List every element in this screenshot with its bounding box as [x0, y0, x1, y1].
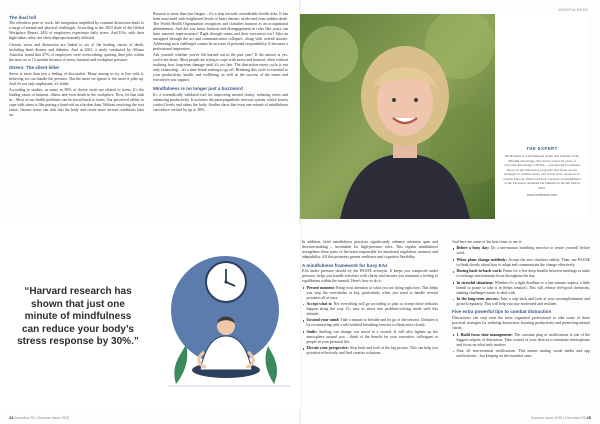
- list-item: Smile: Smiling can change our mood in a second. It will also lighten up the atmosphere around you – think of the benefit for your executive, colleagues or people in your personal life.: [302, 330, 438, 345]
- footer-right-text: Summer Issue 2025 | Executive PA: [531, 416, 586, 420]
- expert-link[interactable]: www.heidiraine.com: [526, 193, 558, 197]
- section-heading: Mindfulness is no longer just a buzzword: [153, 85, 243, 91]
- list-item: When plans change suddenly: Accept the new situation calmly. Then, use PAUSE to think clearly about how to adapt and communicate the change effectively.: [452, 258, 590, 268]
- paragraph: Distractions can stop even the most organised professional to take some of these practical strategies for reducing distraction, boosting productivity and preserving mental clarity.: [452, 316, 590, 331]
- pull-quote: “Harvard research has shown that just one minute of mindfulness can reduce your body’s stress response by 30%.”: [17, 286, 139, 348]
- section-heading: Stress: The silent killer: [9, 65, 60, 71]
- paragraph: EAs under pressure should try the PAUSE acronym. It keeps you composed under pressure, helps you handle activities with clarity and ensures you maintain a feeling of equilibrium within the turmoil. Here's how to do it:: [302, 269, 438, 284]
- section-heading: The dual toll: [9, 14, 37, 20]
- list-item: Shut off non-essential notifications. This means muting social media and app notifications – but keeping on the essential ones.: [452, 349, 590, 359]
- bullet-list: [452, 246, 590, 307]
- paragraph: And here are some of the best times to use it:: [452, 240, 523, 244]
- list-item: In the long-term success: Take a step back and look at your accomplishments and growth regularly. This will help you stay motivated and resilient.: [452, 297, 590, 307]
- list-item: Before a busy day: Do a one-minute breathing exercise to centre yourself before work.: [452, 246, 590, 256]
- list-item: Unwind your mind: Take a minute to breathe and let go of the tension. Unfasten it by reconnecting with a self-soothed breathing exercise to think more clearly.: [302, 318, 438, 328]
- paragraph: The relentless pace of work, life integration amplified by constant distraction leads to a surge of mental and physical challenges. According to the 2023 State of the Global Workplace Report, 44% of employees experience daily stress. And EAs, with their high-stakes roles, are often disproportionately affected.: [9, 21, 144, 41]
- section-heading: A mindfulness framework for busy EAs: [302, 262, 388, 268]
- paragraph: Stress is more than just a feeling of discomfort. Many among us try to live with it, believing we can handle the pressure. But the more we ignore it, the more it piles up. And it's not only unpleasant, it's lethal.: [9, 71, 144, 86]
- list-item: Accept what is: Not everything will go according to plan so accept those setbacks happen along the way. It's easy to stress into problem-solving mode with this attitude.: [302, 302, 438, 317]
- paragraph: According to studies, as many as 90% of doctor visits are related to stress. It's the leading cause of burnout, illness and even death in the workplace. Now, let that sink in... Most of our health problems can be traced back to stress. Our perceived ability to cope with stress is like putting a band-aid on a broken dam. Without resolving the root cause, chronic stress can sink into the body and create more serious conditions later on.: [9, 88, 144, 118]
- footer-left-text: Executive PA | Summer Issue 2025: [14, 416, 69, 420]
- bullet-list: [452, 333, 590, 359]
- running-head: MINDFULNESS: [558, 8, 588, 12]
- paragraph: Chronic stress and distraction are linked to six of the leading causes of death, including heart disease and diabetes. And in 2021, a study conducted by Allianz Australia found that 47% of employees were overworking, quitting their jobs within the next six to 12 months because of stress, burnout and workplace pressure.: [9, 42, 144, 62]
- paragraph: Ask yourself whether you've felt burned out in the past year? If the answer is yes, you're not alone. Most people are trying to cope with stress and burnout, often without realising how long-term damage until it's too late. The distraction-stress cycle is not only exhausting – it's a time bomb waiting to go off. Breaking this cycle is essential to your productivity, health, and wellbeing, as well as the success of the teams and executives you support.: [153, 53, 288, 83]
- list-item: Present moment: Bring your attention to what you are doing right now. This helps you stop the overwhelm at bay, particularly when you need to handle several priorities all at once.: [302, 286, 438, 301]
- article-column-1: [9, 12, 144, 184]
- paragraph: It's a scientifically validated tool for improving mental clarity, reducing stress and enhancing productivity. It activates the parasympathetic nervous system, which lowers cortisol levels and calms the body. Studies show that even one minute of mindfulness can reduce cortisol by up to 30%.: [153, 92, 288, 112]
- paragraph: Burnout is more than just fatigue – it's a step towards considerable health risks. It has been associated with heightened levels of heart disease, stroke and even sudden death. The World Health Organization recognises and classifies burnout as an occupational phenomenon. And did you know burnout and disengagement in roles like yours can have massive repercussions? Right through teams and their executives too? Take an uncapped through the art and communication collapses, along with overall morale. Addressing such challenges cannot be an issue of personal responsibility. It becomes a professional imperative.: [153, 12, 288, 51]
- list-item: In stressful situations: Whether it's a tight deadline or a last-minute request, a little breath to pause to take it in (helps tension). This will release feel-good chemicals, making challenges easier to deal with.: [452, 281, 590, 296]
- expert-sidebar: [496, 14, 588, 219]
- article-column-3: [302, 240, 438, 412]
- section-heading: Five extra powerful tips to combat distraction: [452, 309, 552, 315]
- paragraph: In addition, brief mindfulness practices significantly enhance attention span and decision-making – invaluable for high-pressure roles. This regular mindfulness strengthens those parts of the brain responsible for emotional regulation, memory and adaptability. All this promotes greater resilience and cognitive flexibility.: [302, 240, 438, 259]
- page-number-left: 24: [9, 415, 14, 420]
- article-column-4: [452, 240, 590, 412]
- page-number-right: 25: [586, 415, 591, 420]
- expert-bio: Heidi Raine is a mindfulness leader and founder of the Mindful Advantage. She draws on her 20 years of corporate knowledge with the ... psychological wellness theory in her innovative programs that focus on real strategies to combat stress, and reveal more resources to combat burnout. Heidi will host a session on mindfulness at the Executive Assistant PA Summit on the 6th March 2025.: [503, 154, 581, 190]
- bullet-list: [302, 286, 438, 357]
- footer-left: [9, 415, 69, 420]
- list-item: During back-to-back work: Pause for a few deep breaths between meetings or tasks to recharge and maintain focus throughout the day.: [452, 269, 590, 279]
- expert-photo: [300, 14, 495, 219]
- footer-right: [531, 415, 591, 420]
- list-item: Elevate your perspective: Step back and look at the big picture. This can help you prioritise effectively and find creative solutions.: [302, 346, 438, 356]
- list-item: 1. Build focus time management: The constant ping of notifications is one of the biggest culprits of distraction. Take control of your devices to minimise interruptions and focus on what truly matters.: [452, 333, 590, 348]
- expert-title: THE EXPERT: [526, 146, 558, 151]
- article-column-2: [153, 12, 288, 184]
